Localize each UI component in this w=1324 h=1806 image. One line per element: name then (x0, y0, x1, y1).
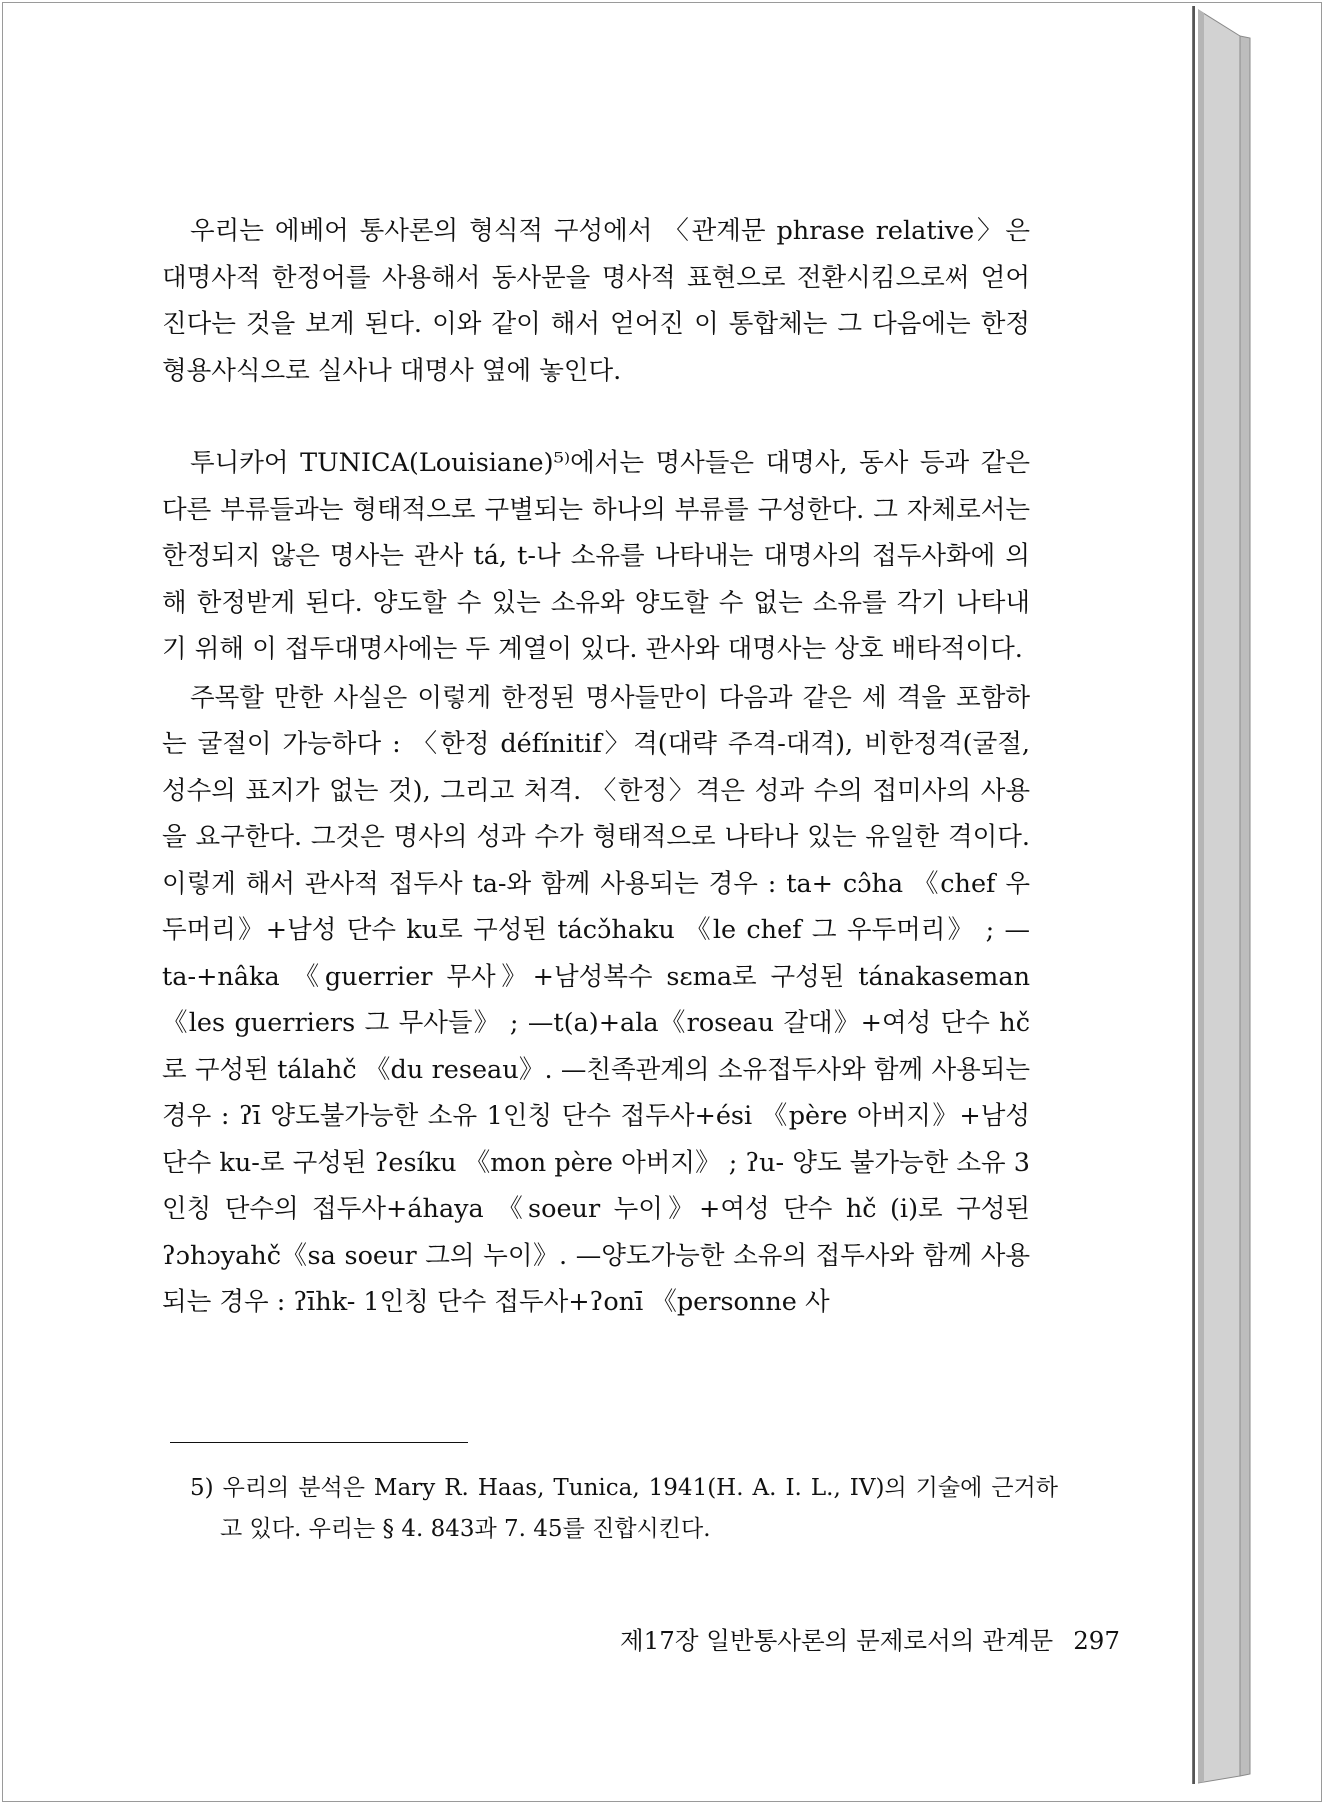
paragraph-2: 투니카어 TUNICA(Louisiane)⁵⁾에서는 명사들은 대명사, 동사 등과 같은 다른 부류들과는 형태적으로 구별되는 하나의 부류를 구성한다. 그 자체로서는 한정되지 않은 명사는 관사 tá, t-나 소유를 나타내는 대명사의 접두사화에 의해 한정받게 된다. 양도할 수 있는 소유와 양도할 수 없는 소유를 각기 나타내기 위해 이 접두대명사에는 두 계열이 있다. 관사와 대명사는 상호 배타적이다. (162, 448, 1030, 664)
page-footer (620, 1622, 1120, 1657)
paragraph-1: 우리는 에베어 통사론의 형식적 구성에서 〈관계문 phrase relative〉은 대명사적 한정어를 사용해서 동사문을 명사적 표현으로 전환시킴으로써 얻어진다는 것을 보게 된다. 이와 같이 해서 얻어진 이 통합체는 그 다음에는 한정 형용사식으로 실사나 대명사 옆에 놓인다. (162, 216, 1030, 386)
footnote-5: 5) 우리의 분석은 Mary R. Haas, Tunica, 1941(H. A. I. L., IV)의 기술에 근거하고 있다. 우리는 § 4. 843과 7. 45를 진합시킨다. (190, 1475, 1058, 1542)
body-text (162, 208, 1030, 1326)
running-title: 제17장 일반통사론의 문제로서의 관계문 (620, 1626, 1054, 1655)
footnote-divider (170, 1442, 468, 1443)
paragraph-3: 주목할 만한 사실은 이렇게 한정된 명사들만이 다음과 같은 세 격을 포함하는 굴절이 가능하다 : 〈한정 défínitif〉격(대략 주격-대격), 비한정격(굴절, 성수의 표지가 없는 것), 그리고 처격. 〈한정〉격은 성과 수의 접미사의 사용을 요구한다. 그것은 명사의 성과 수가 형태적으로 나타나 있는 유일한 격이다. 이렇게 해서 관사적 접두사 ta-와 함께 사용되는 경우 : ta+ cɔ̂ha 《chef 우두머리》+남성 단수 ku로 구성된 tácɔ̌haku 《le chef 그 우두머리》 ; —ta-+nâka 《guerrier 무사》+남성복수 sɛma로 구성된 tánakaseman《les guerriers 그 무사들》 ; —t(a)+ala《roseau 갈대》+여성 단수 hč로 구성된 tálahč 《du reseau》. —친족관계의 소유접두사와 함께 사용되는 경우 : ʔī 양도불가능한 소유 1인칭 단수 접두사+ési 《père 아버지》+남성 단수 ku-로 구성된 ʔesíku 《mon père 아버지》 ; ʔu- 양도 불가능한 소유 3인칭 단수의 접두사+áhaya 《soeur 누이》+여성 단수 hč (i)로 구성된 ʔɔhɔyahč《sa soeur 그의 누이》. —양도가능한 소유의 접두사와 함께 사용되는 경우 : ʔīhk- 1인칭 단수 접두사+ʔonī 《personne 사 (162, 682, 1030, 1317)
book-edge (1198, 0, 1324, 1806)
page-number: 297 (1073, 1626, 1120, 1655)
